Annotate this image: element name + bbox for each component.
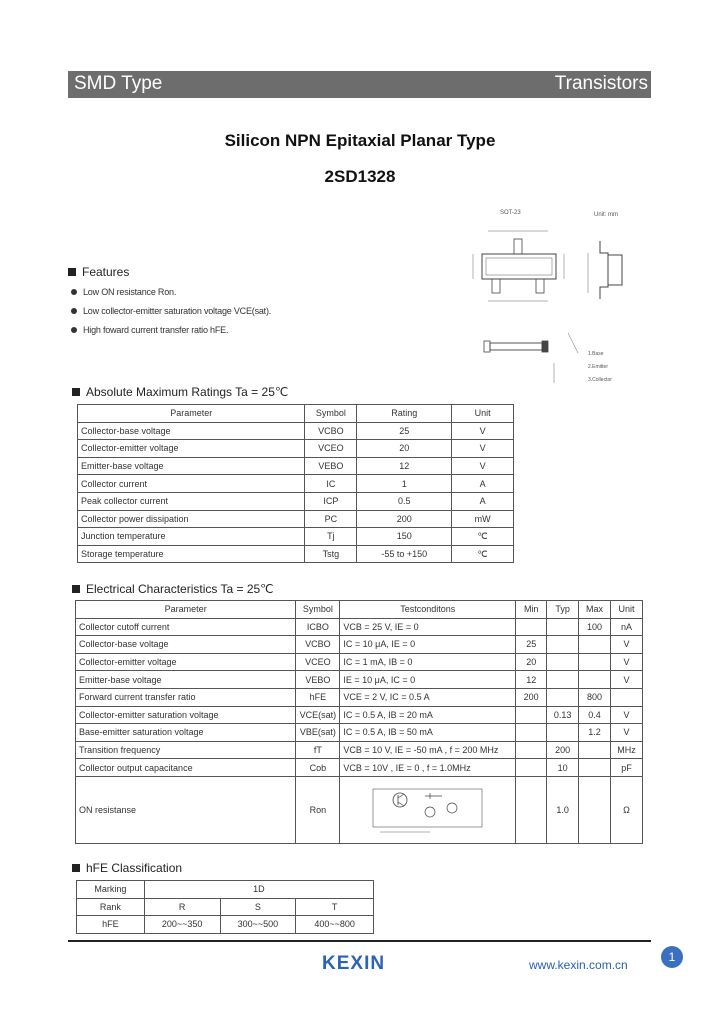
- page-number: 1: [661, 946, 683, 968]
- table-row: Peak collector current ICP 0.5 A: [78, 492, 514, 510]
- header-left: SMD Type: [74, 73, 163, 94]
- table-row: Transition frequency fT VCB = 10 V, IE = -50 mA , f = 200 MHz 200 MHz: [76, 741, 643, 759]
- table-row: Collector output capacitance Cob VCB = 10V , IE = 0 , f = 1.0MHz 10 pF: [76, 759, 643, 777]
- feature-item: Low ON resistance Ron.: [71, 287, 176, 297]
- table-row: Emitter-base voltage VEBO 12 V: [78, 457, 514, 475]
- header-right: Transistors: [554, 73, 648, 94]
- table-row: Base-emitter saturation voltage VBE(sat) IC = 0.5 A, IB = 50 mA 1.2 V: [76, 724, 643, 742]
- footer-divider: [68, 940, 651, 942]
- table-row: Forward current transfer ratio hFE VCE = 2 V, IC = 0.5 A 200 800: [76, 688, 643, 706]
- website-link[interactable]: www.kexin.com.cn: [529, 958, 628, 972]
- table-row: hFE 200~~350 300~~500 400~~800: [77, 916, 374, 934]
- abs-max-table: [77, 404, 514, 563]
- hfe-classification-table: [76, 880, 374, 934]
- header-bar: [68, 71, 651, 98]
- table-row: Collector-emitter voltage VCEO 20 V: [78, 440, 514, 458]
- legend-collector: 3.Collector: [588, 377, 612, 383]
- table-row: Collector power dissipation PC 200 mW: [78, 510, 514, 528]
- legend-base: 1.Base: [588, 351, 604, 357]
- table-row: Collector cutoff current ICBO VCB = 25 V, IE = 0 100 nA: [76, 618, 643, 636]
- feature-item: High foward current transfer ratio hFE.: [71, 325, 228, 335]
- package-unit: Unit: mm: [594, 212, 618, 218]
- table-row: Collector-emitter saturation voltage VCE(sat) IC = 0.5 A, IB = 20 mA 0.13 0.4 V: [76, 706, 643, 724]
- table-row: Marking 1D: [77, 881, 374, 899]
- table-row: ON resistanse Ron 1.0 Ω: [76, 776, 643, 843]
- table-row: Collector-base voltage VCBO 25 V: [78, 422, 514, 440]
- abs-max-heading: Absolute Maximum Ratings Ta = 25℃: [72, 385, 288, 399]
- page-title: Silicon NPN Epitaxial Planar Type: [224, 131, 496, 150]
- table-row: Emitter-base voltage VEBO IE = 10 μA, IC = 0 12 V: [76, 671, 643, 689]
- table-row: Collector current IC 1 A: [78, 475, 514, 493]
- ron-test-circuit: [370, 786, 485, 840]
- package-name: SOT-23: [500, 210, 521, 216]
- table-header-row: Parameter Symbol Rating Unit: [78, 405, 514, 423]
- table-row: Collector-emitter voltage VCEO IC = 1 mA, IB = 0 20 V: [76, 653, 643, 671]
- legend-emitter: 2.Emitter: [588, 364, 609, 370]
- kexin-logo: KEXIN: [322, 953, 386, 974]
- features-heading: Features: [68, 265, 129, 279]
- table-header-row: Parameter Symbol Testconditons Min Typ Max Unit: [76, 601, 643, 619]
- feature-item: Low collector-emitter saturation voltage VCE(sat).: [71, 306, 271, 316]
- elec-char-table: [75, 600, 643, 844]
- table-row: Rank R S T: [77, 898, 374, 916]
- table-row: Storage temperature Tstg -55 to +150 ℃: [78, 545, 514, 563]
- hfe-heading: hFE Classification: [72, 861, 182, 875]
- elec-char-heading: Electrical Characteristics Ta = 25℃: [72, 582, 274, 596]
- table-row: Junction temperature Tj 150 ℃: [78, 528, 514, 546]
- part-number: 2SD1328: [324, 167, 396, 186]
- package-outline-drawing: [468, 203, 648, 393]
- table-row: Collector-base voltage VCBO IC = 10 μA, IE = 0 25 V: [76, 636, 643, 654]
